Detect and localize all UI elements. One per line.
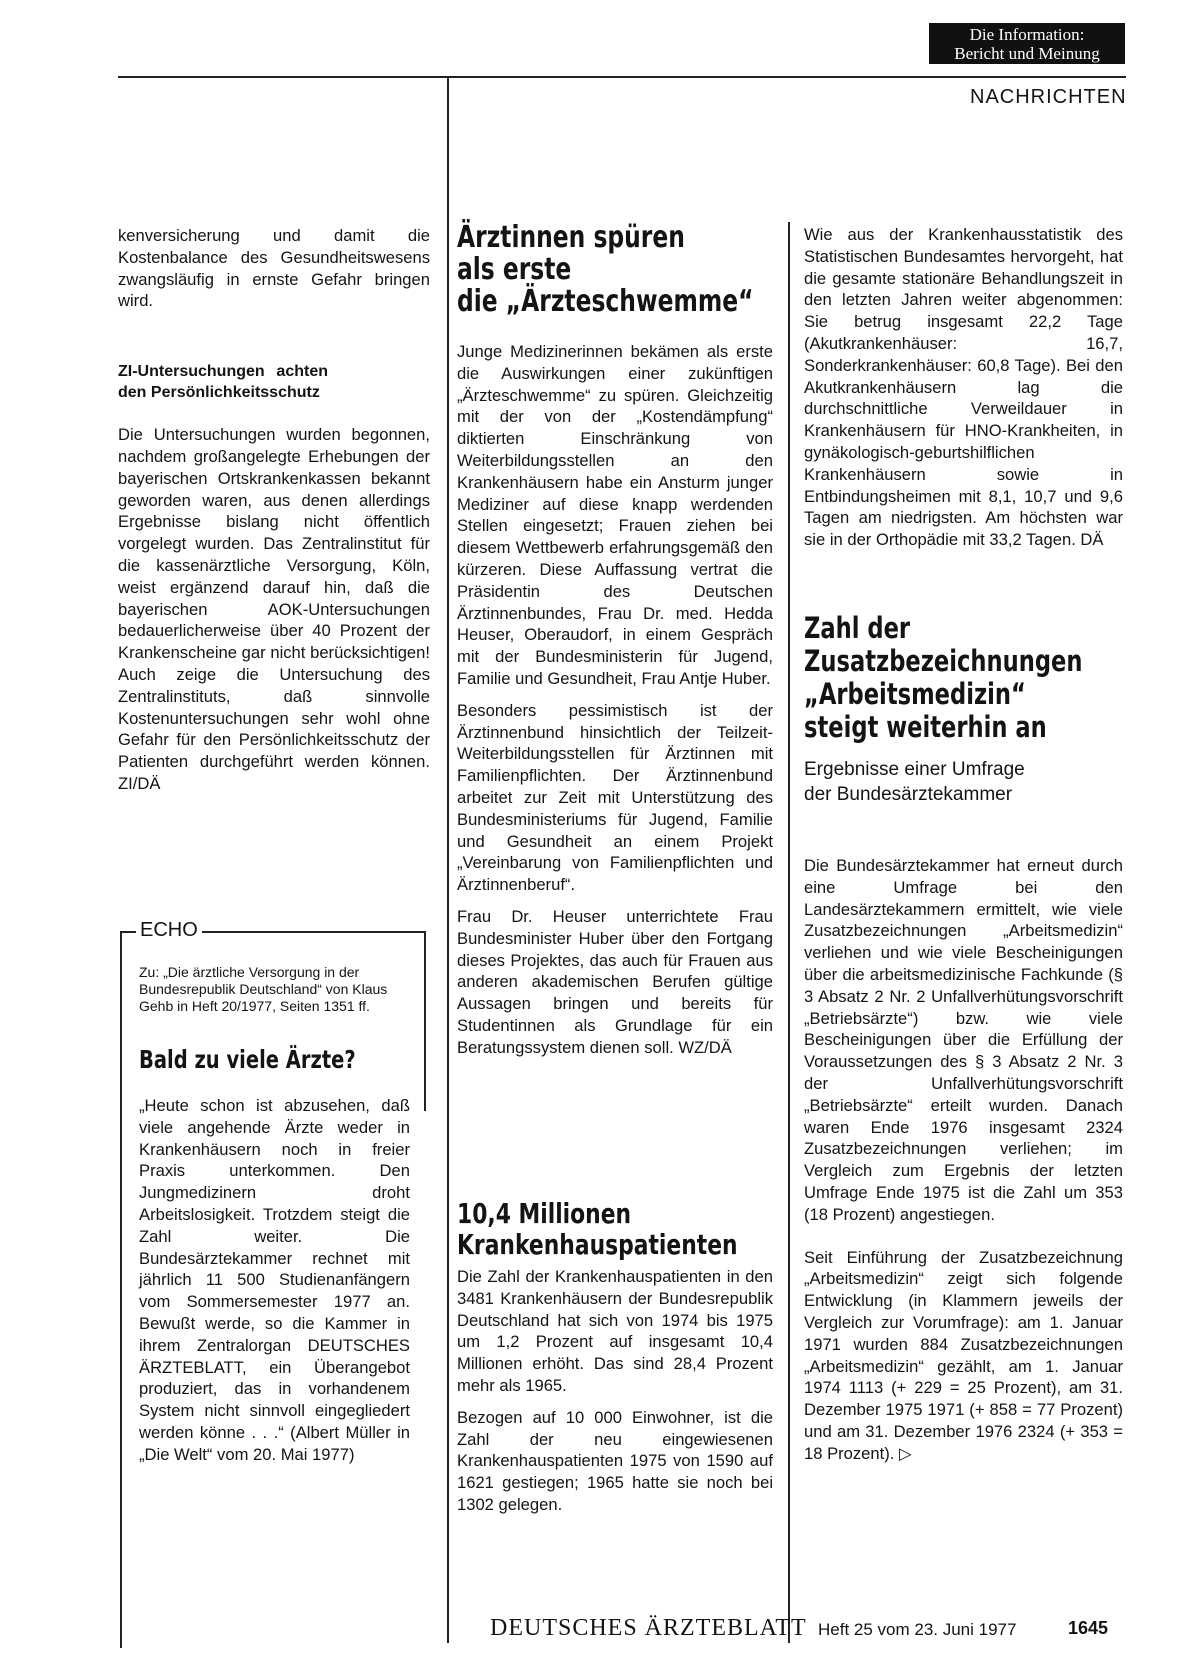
col3-headline-line-4: steigt weiterhin an: [804, 710, 1047, 744]
col2-headline: [457, 222, 837, 318]
column-3: [804, 224, 1123, 551]
col3-paragraph-2: Die Bundesärztekammer hat erneut durch eine Umfrage bei den Landesärztekammern ermittelt, wie viele Zusatzbezeichnungen „Arbeitsmedizin“ verliehen und wie viele Bescheinigungen über die arbeitsmedizinische Fachkunde (§ 3 Absatz 2 Nr. 2 Unfallverhütungsvorschrift „Betriebsärzte“) bzw. wie viele Bescheinigungen über die Erfüllung der Voraussetzungen des § 3 Absatz 2 Nr. 3 der Unfallverhütungsvorschrift „Betriebsärzte“ erteilt wurden. Danach waren Ende 1976 insgesamt 2324 Zusatzbezeichnungen verliehen; im Vergleich zum Ergebnis der letzten Umfrage Ende 1975 ist die Zahl um 353 (18 Prozent) angestiegen.: [804, 856, 1123, 1224]
col3-paragraph-3: [804, 1247, 1123, 1465]
footer-issue: Heft 25 vom 23. Juni 1977: [818, 1620, 1017, 1639]
col2-paragraph-4: Die Zahl der Krankenhauspatienten in den 3481 Krankenhäusern der Bundesrepublik Deutschland hat sich von 1974 bis 1975 um 1,2 Prozent auf insgesamt 10,4 Millionen erhöht. Das sind 28,4 Prozent mehr als 1965.: [457, 1267, 773, 1395]
column-1: [118, 225, 430, 795]
echo-label: ECHO: [140, 919, 198, 941]
badge-line-2: Bericht und Meinung: [954, 44, 1100, 63]
col3-subtitle-line-2: der Bundesärztekammer: [804, 784, 1013, 805]
col3-subtitle: [804, 757, 1025, 807]
section-label: NACHRICHTEN: [970, 86, 1127, 108]
header-badge: [929, 23, 1125, 64]
col2-paragraph-3: Frau Dr. Heuser unterrichtete Frau Bundesminister Huber über den Fortgang dieses Projektes, das auch für Frauen aus anderen akademischen Berufen gültige Aussagen bringen und bereits für Studentinnen als Grundlage für ein Beratungssystem dienen soll. WZ/DÄ: [457, 906, 773, 1057]
col2-headline-line-1: Ärztinnen spüren: [457, 220, 685, 255]
footer-journal-title: DEUTSCHES ÄRZTEBLATT: [490, 1615, 807, 1641]
header-rule: [118, 76, 1126, 78]
col2-paragraph-1: Junge Medizinerinnen bekämen als erste die Auswirkungen einer zukünftigen „Ärzteschwemme“ zu spüren. Gleichzeitig mit der von der „Kostendämpfung“ diktierten Einschränkung von Weiterbildungsstellen an den Krankenhäusern habe ein Ansturm junger Mediziner auf diese knapp werdenden Stellen eingesetzt; Frauen ziehen bei diesem Wettbewerb erfahrungsgemäß den kürzeren. Diese Auffassung vertrat die Präsidentin des Deutschen Ärztinnenbundes, Frau Dr. med. Hedda Heuser, Oberaudorf, in einem Gespräch mit der Bundesministerin für Jugend, Familie und Gesundheit, Frau Antje Huber.: [457, 342, 773, 688]
column-rule-1: [447, 76, 449, 1643]
col2-headline-2-line-1: 10,4 Millionen: [457, 1197, 632, 1230]
continue-arrow-icon: ▷: [899, 1443, 912, 1463]
col1-subhead: ZI-Untersuchungen achten den Persönlichkeitsschutz: [118, 363, 328, 402]
col3-headline-line-1: Zahl der: [804, 611, 911, 645]
column-2: [457, 341, 773, 1059]
col3-headline-line-3: „Arbeitsmedizin“: [804, 677, 1026, 711]
echo-reference-text: Zu: „Die ärztliche Versorgung in der Bundesrepublik Deutschland“ von Klaus Gehb in Heft 20/1977, Seiten 1351 ff.: [139, 964, 388, 1014]
col1-body: Die Untersuchungen wurden begonnen, nachdem großangelegte Erhebungen der bayerischen Ortskrankenkassen bekannt geworden waren, aus denen allerdings Ergebnisse bislang nicht öffentlich vorgelegt wurden. Das Zentralinstitut für die kassenärztliche Versorgung, Köln, weist ergänzend darauf hin, daß die bayerischen AOK-Untersuchungen bedauerlicherweise über 40 Prozent der Krankenscheine gar nicht berücksichtigen! Auch zeige die Untersuchung des Zentralinstituts, daß sinnvolle Kostenuntersuchungen sehr wohl ohne Gefahr für den Persönlichkeitsschutz der Patienten durchgeführt werden können. ZI/DÄ: [118, 425, 430, 793]
col3-subtitle-line-1: Ergebnisse einer Umfrage: [804, 759, 1025, 780]
col2-paragraph-5: Bezogen auf 10 000 Einwohner, ist die Zahl der neu eingewiesenen Krankenhauspatienten 1975 von 1590 auf 1621 gestiegen; 1965 hatte sie noch bei 1302 gelegen.: [457, 1407, 773, 1514]
column-rule-2: [788, 222, 790, 1643]
column-2-lower: [457, 1266, 773, 1516]
col3-paragraph-1: Wie aus der Krankenhausstatistik des Statistischen Bundesamtes hervorgeht, hat die gesamte stationäre Behandlungszeit in den letzten Jahren weiter abgenommen: Sie betrug insgesamt 22,2 Tage (Akutkrankenhäuser: 16,7, Sonderkrankenhäuser: 60,8 Tage). Bei den Akutkrankenhäusern lag die durchschnittliche Verweildauer in Krankenhäusern für HNO-Krankheiten, in gynäkologisch-geburtshilflichen Krankenhäusern sowie in Entbindungsheimen mit 8,1, 10,7 und 9,6 Tagen am niedrigsten. Am höchsten war sie in der Orthopädie mit 33,2 Tagen. DÄ: [804, 225, 1123, 550]
col3-headline-line-2: Zusatzbezeichnungen: [804, 644, 1083, 678]
echo-body: „Heute schon ist abzusehen, daß viele angehende Ärzte weder in Krankenhäusern noch in freier Praxis unterkommen. Den Jungmedizinern droht Arbeitslosigkeit. Trotzdem steigt die Zahl weiter. Die Bundesärztekammer rechnet mit jährlich 11 500 Studienanfängern vom Sommersemester 1977 an. Bewußt werde, so die Kammer in ihrem Zentralorgan DEUTSCHES ÄRZTEBLATT, ein Überangebot produziert, das in vorhandenem System nicht sinnvoll eingegliedert werden könne . . .“ (Albert Müller in „Die Welt“ vom 20. Mai 1977): [139, 1096, 410, 1464]
col2-paragraph-2: Besonders pessimistisch ist der Ärztinnenbund hinsichtlich der Teilzeit-Weiterbildungsstellen für Ärztinnen mit Familienpflichten. Der Ärztinnenbund arbeitet zur Zeit mit Unterstützung des Bundesministeriums für Jugend, Familie und Gesundheit an einem Projekt „Vereinbarung von Familienpflichten und Ärztinnenberuf“.: [457, 700, 773, 895]
echo-body-wrap: [139, 1095, 410, 1466]
col2-headline-2-line-2: Krankenhauspatienten: [457, 1228, 738, 1261]
col3-headline: [804, 612, 1161, 744]
footer-page-number: 1645: [1068, 1618, 1109, 1638]
column-3-lower: [804, 855, 1123, 1465]
col2-headline-line-2: als erste: [457, 252, 572, 287]
col3-paragraph-3-text: Seit Einführung der Zusatzbezeichnung „Arbeitsmedizin“ zeigt sich folgende Entwicklung (in Klammern jeweils der Vergleich zur Vorumfrage): am 1. Januar 1971 wurden 884 Zusatzbezeichnungen „Arbeitsmedizin“ gezählt, am 1. Januar 1974 1113 (+ 229 = 25 Prozent), am 31. Dezember 1975 1971 (+ 858 = 77 Prozent) und am 31. Dezember 1976 2324 (+ 353 = 18 Prozent).: [804, 1247, 1123, 1463]
col1-intro: kenversicherung und damit die Kostenbalance des Gesundheitswesens zwangsläufig in ernste Gefahr bringen wird.: [118, 226, 430, 311]
badge-line-1: Die Information:: [969, 25, 1085, 44]
echo-reference: [139, 964, 411, 1015]
col2-headline-line-3: die „Ärzteschwemme“: [457, 284, 754, 319]
col2-headline-2: [457, 1198, 817, 1260]
echo-headline: Bald zu viele Ärzte?: [139, 1045, 356, 1074]
